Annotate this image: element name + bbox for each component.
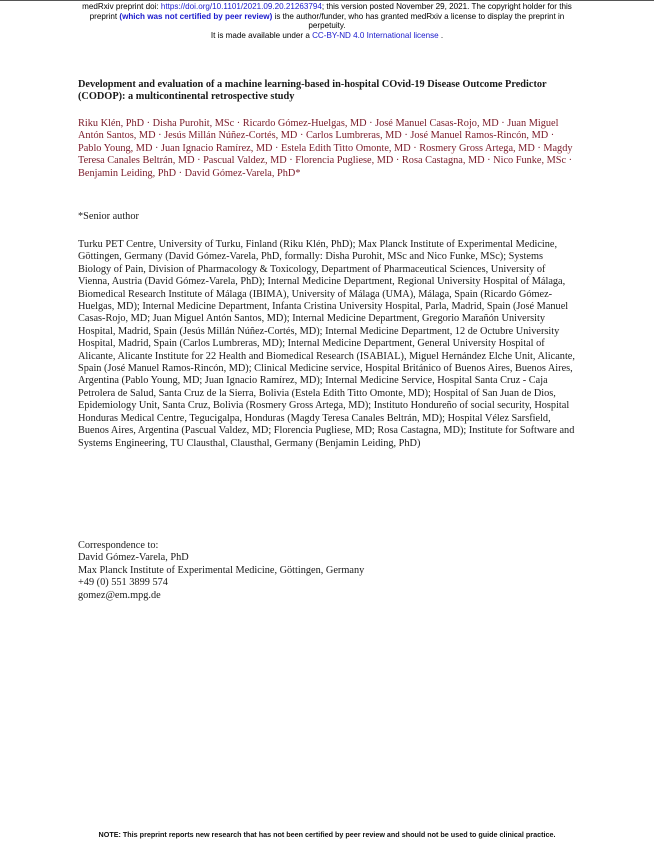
preprint-label: preprint	[89, 11, 120, 21]
header-line-2	[0, 12, 654, 22]
license-suffix: .	[438, 30, 444, 40]
preprint-header	[0, 2, 654, 40]
author-list: Riku Klén, PhD · Disha Purohit, MSc · Ricardo Gómez-Huelgas, MD · José Manuel Casas-Rojo, MD · Juan Miguel Antón Santos, MD · Jesús Millán Núñez-Cortés, MD · Carlos Lumbreras, MD · José Manuel Ramos-Rincón, MD · Pablo Young, MD · Juan Ignacio Ramírez, MD · Estela Edith Titto Omonte, MD · Rosmery Gross Artega, MD · Magdy Teresa Canales Beltrán, MD · Pascual Valdez, MD · Florencia Pugliese, MD · Rosa Castagna, MD · Nico Funke, MSc · Benjamin Leiding, PhD · David Gómez-Varela, PhD*	[78, 118, 573, 179]
peer-review-link[interactable]: (which was not certified by peer review)	[119, 11, 273, 21]
header-line-1	[0, 2, 654, 12]
paper-title: Development and evaluation of a machine learning-based in-hospital COvid-19 Disease Outcome Predictor (CODOP): a multicontinental retrospective study	[78, 79, 547, 103]
correspondence-institution: Max Planck Institute of Experimental Medicine, Göttingen, Germany	[78, 564, 365, 576]
doi-suffix: ; this version posted November 29, 2021. The copyright holder for this	[321, 2, 572, 11]
correspondence-name: David Gómez-Varela, PhD	[78, 552, 189, 564]
footer-note: NOTE: This preprint reports new research that has not been certified by peer review and should not be used to guide clinical practice.	[98, 830, 556, 839]
senior-author-note: *Senior author	[78, 211, 139, 222]
correspondence-label: Correspondence to:	[78, 540, 159, 551]
header-line-4	[0, 31, 654, 41]
license-statement: is the author/funder, who has granted medRxiv a license to display the preprint in	[272, 11, 565, 21]
header-line-3: perpetuity.	[308, 21, 346, 31]
license-prefix: It is made available under a	[210, 30, 313, 40]
doi-prefix: medRxiv preprint doi:	[82, 2, 161, 11]
correspondence-phone: +49 (0) 551 3899 574	[78, 577, 168, 589]
doi-link[interactable]: https://doi.org/10.1101/2021.09.20.21263794	[160, 2, 322, 11]
correspondence-email[interactable]: gomez@em.mpg.de	[78, 589, 161, 601]
correspondence-block	[78, 540, 578, 602]
license-link[interactable]: CC-BY-ND 4.0 International license	[312, 30, 439, 40]
affiliations: Turku PET Centre, University of Turku, Finland (Riku Klén, PhD); Max Planck Institute of Experimental Medicine, Göttingen, Germany (David Gómez-Varela, PhD, formally: Disha Purohit, MSc and Nico Funke, MSc); Systems Biology of Pain, Division of Pharmacology & Toxicology, Department of Pharmaceutical Sciences, University of Vienna, Austria (David Gómez-Varela, PhD); Internal Medicine Department, Regional University Hospital of Málaga, Biomedical Research Institute of Málaga (IBIMA), University of Málaga (UMA), Málaga, Spain (Ricardo Gómez-Huelgas, MD); Internal Medicine Department, Infanta Cristina University Hospital, Parla, Madrid, Spain (José Manuel Casas-Rojo, MD; Juan Miguel Antón Santos, MD); Internal Medicine Department, Gregorio Marañón University Hospital, Madrid, Spain (Jesús Millán Núñez-Cortés, MD); Internal Medicine Department, 12 de Octubre University Hospital, Madrid, Spain (Carlos Lumbreras, MD); Internal Medicine Department, General University Hospital of Alicante, Alicante Institute for 22 Health and Biomedical Research (ISABIAL), Miguel Hernández Elche Unit, Alicante, Spain (José Manuel Ramos-Rincón, MD); Clinical Medicine service, Hospital Británico of Buenos Aires, Buenos Aires, Argentina (Pablo Young, MD; Juan Ignacio Ramírez, MD); Internal Medicine Service, Hospital Santa Cruz - Caja Petrolera de Salud, Santa Cruz de la Sierra, Bolivia (Estela Edith Titto Omonte, MD); Hospital of San Juan de Dios, Epidemiology Unit, Santa Cruz, Bolivia (Rosmery Gross Artega, MD); Instituto Hondureño of social security, Hospital Honduras Medical Centre, Tegucigalpa, Honduras (Magdy Teresa Canales Beltrán, MD); Hospital Vélez Sarsfield, Buenos Aires, Argentina (Pascual Valdez, MD; Florencia Pugliese, MD; Rosa Castagna, MD); Institute for Software and Systems Engineering, TU Clausthal, Clausthal, Germany (Benjamin Leiding, PhD)	[78, 239, 575, 449]
top-border-line	[0, 0, 654, 1]
